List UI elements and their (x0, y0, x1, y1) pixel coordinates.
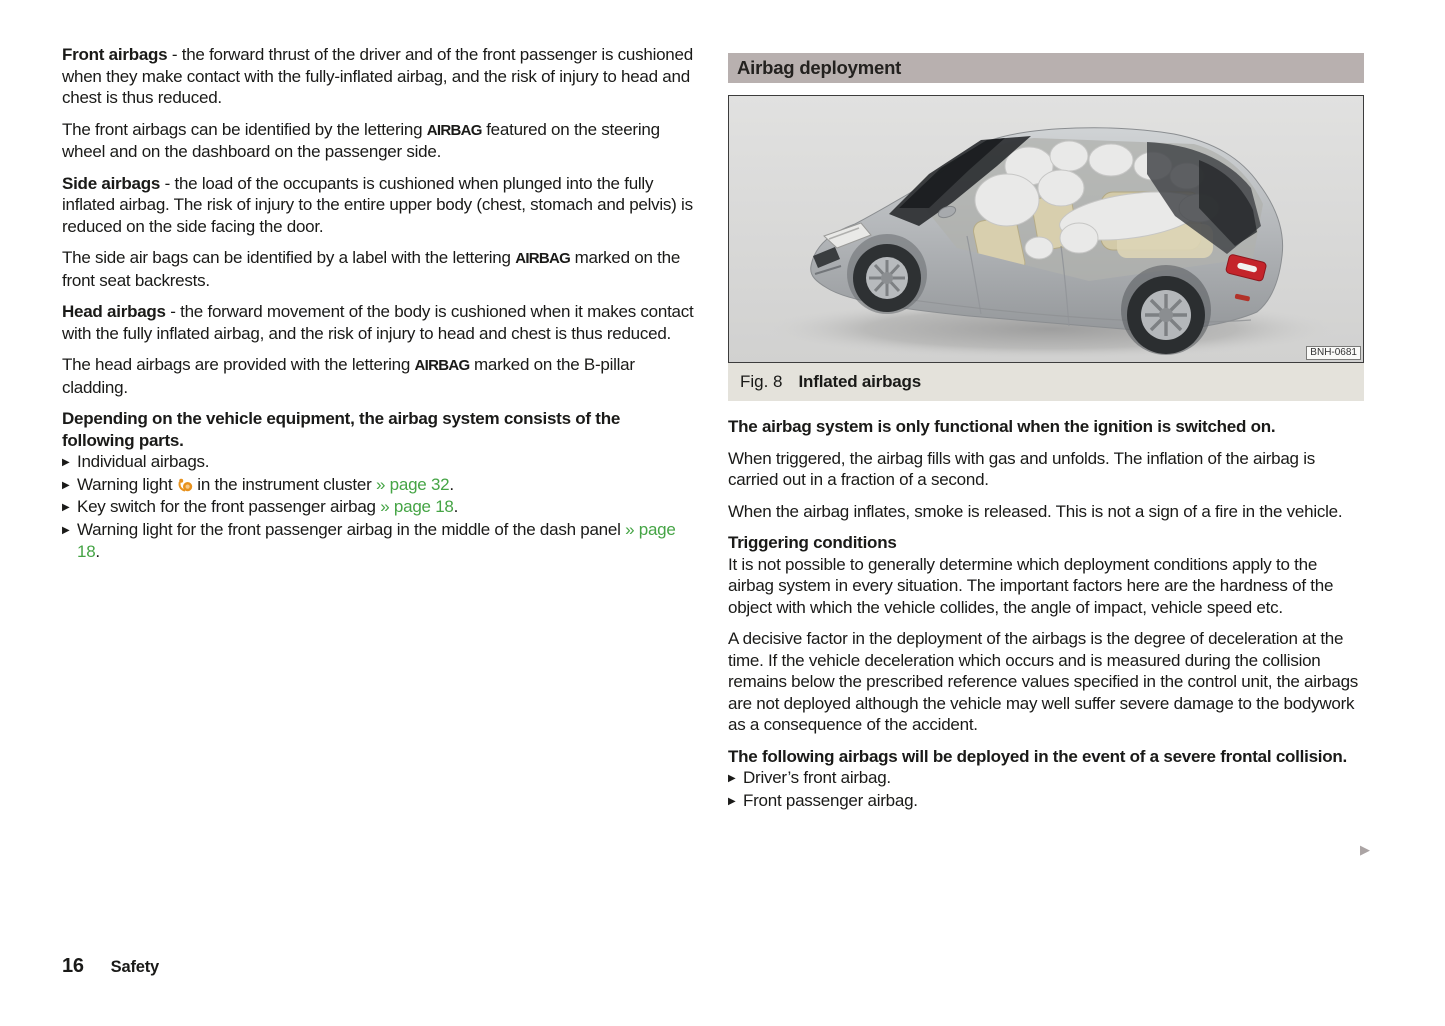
paragraph-front-airbags: Front airbags - the forward thrust of the driver and of the front passenger is cushioned when they make contact with the fully-inflated airbag, and the risk of injury to head and chest is thus reduced. (62, 45, 693, 107)
airbag-lettering: AIRBAG (414, 357, 470, 374)
figure-caption (728, 363, 1364, 401)
heading-equipment: Depending on the vehicle equipment, the airbag system consists of the following parts. (62, 409, 621, 450)
list-item: ▶ Warning light for the front passenger airbag in the middle of the dash panel » page 18. (62, 519, 676, 561)
heading-frontal-collision: The following airbags will be deployed in the event of a severe frontal collision. (728, 746, 1348, 766)
left-column (62, 44, 696, 573)
car-airbags-illustration (729, 96, 1363, 362)
paragraph-smoke: When the airbag inflates, smoke is released. This is not a sign of a fire in the vehicle. (728, 501, 1343, 521)
paragraph-front-airbag-id: The front airbags can be identified by the lettering AIRBAG featured on the steering wheel and on the dashboard on the passenger side. (62, 119, 660, 161)
frontal-airbags-list (728, 767, 1364, 812)
bullet-icon: ▶ (728, 795, 736, 807)
figure-title: Inflated airbags (798, 372, 921, 391)
airbag-warning-light-icon (177, 476, 193, 490)
paragraph-head-airbags: Head airbags - the forward movement of the body is cushioned when it makes contact with the fully inflated airbag, and the risk of injury to head and chest is thus reduced. (62, 302, 694, 343)
page-link[interactable]: » page 18 (77, 519, 676, 561)
paragraph-decisive: A decisive factor in the deployment of the airbags is the degree of deceleration at the time. If the vehicle deceleration which occurs and is measured during the collision remains below the prescribed reference values specified in the control unit, the airbags are not deployed although the vehicle may well suffer severe damage to the bodywork as a consequence of the accident. (728, 629, 1359, 734)
bullet-icon: ▶ (62, 524, 70, 536)
paragraph-head-airbag-id: The head airbags are provided with the lettering AIRBAG marked on the B-pillar cladding. (62, 355, 635, 397)
bullet-icon: ▶ (62, 479, 70, 491)
airbag-lettering: AIRBAG (426, 121, 482, 139)
right-column (728, 53, 1364, 822)
page-continues-icon: ▶ (1360, 842, 1370, 857)
list-item: ▶ Individual airbags. (62, 451, 696, 474)
page-footer (62, 955, 159, 978)
paragraph-side-airbag-id: The side air bags can be identified by a label with the lettering AIRBAG marked on the front seat backrests. (62, 248, 681, 290)
list-item: ▶ Warning light in the instrument cluster » page 32. (62, 474, 696, 497)
airbag-lettering: AIRBAG (515, 250, 571, 267)
section-header: Airbag deployment (728, 53, 1364, 83)
paragraph-ignition: The airbag system is only functional when the ignition is switched on. (728, 417, 1276, 436)
term-head-airbags: Head airbags (62, 302, 166, 321)
figure-number: Fig. 8 (740, 372, 783, 391)
page-number: 16 (62, 955, 84, 977)
term-front-airbags: Front airbags (62, 45, 168, 64)
term-side-airbags: Side airbags (62, 173, 161, 193)
paragraph-triggered: When triggered, the airbag fills with gas and unfolds. The inflation of the airbag is carried out in a fraction of a second. (728, 448, 1316, 489)
paragraph-side-airbags: Side airbags - the load of the occupants is cushioned when plunged into the fully inflated airbag. The risk of injury to the entire upper body (chest, stomach and pelvis) is reduced on the side facing the door. (62, 173, 693, 236)
figure-inflated-airbags (728, 95, 1364, 363)
bullet-icon: ▶ (62, 457, 70, 468)
page-link[interactable]: » page 32 (375, 474, 450, 494)
page-link[interactable]: » page 18 (380, 497, 454, 516)
bullet-icon: ▶ (728, 773, 736, 784)
bullet-icon: ▶ (62, 502, 70, 513)
heading-triggering-conditions: Triggering conditions (728, 533, 897, 552)
figure-code-label: BNH-0681 (1306, 346, 1361, 360)
paragraph-triggering: Triggering conditions It is not possible to generally determine which deployment conditions apply to the airbag system in every situation. The important factors here are the hardness of the object with which the vehicle collides, the angle of impact, vehicle speed etc. (728, 533, 1334, 617)
list-item: ▶ Driver’s front airbag. (728, 767, 1364, 790)
list-item: ▶ Key switch for the front passenger airbag » page 18. (62, 496, 696, 519)
equipment-list (62, 451, 696, 563)
chapter-name: Safety (110, 958, 159, 976)
list-item: ▶ Front passenger airbag. (728, 790, 1364, 813)
